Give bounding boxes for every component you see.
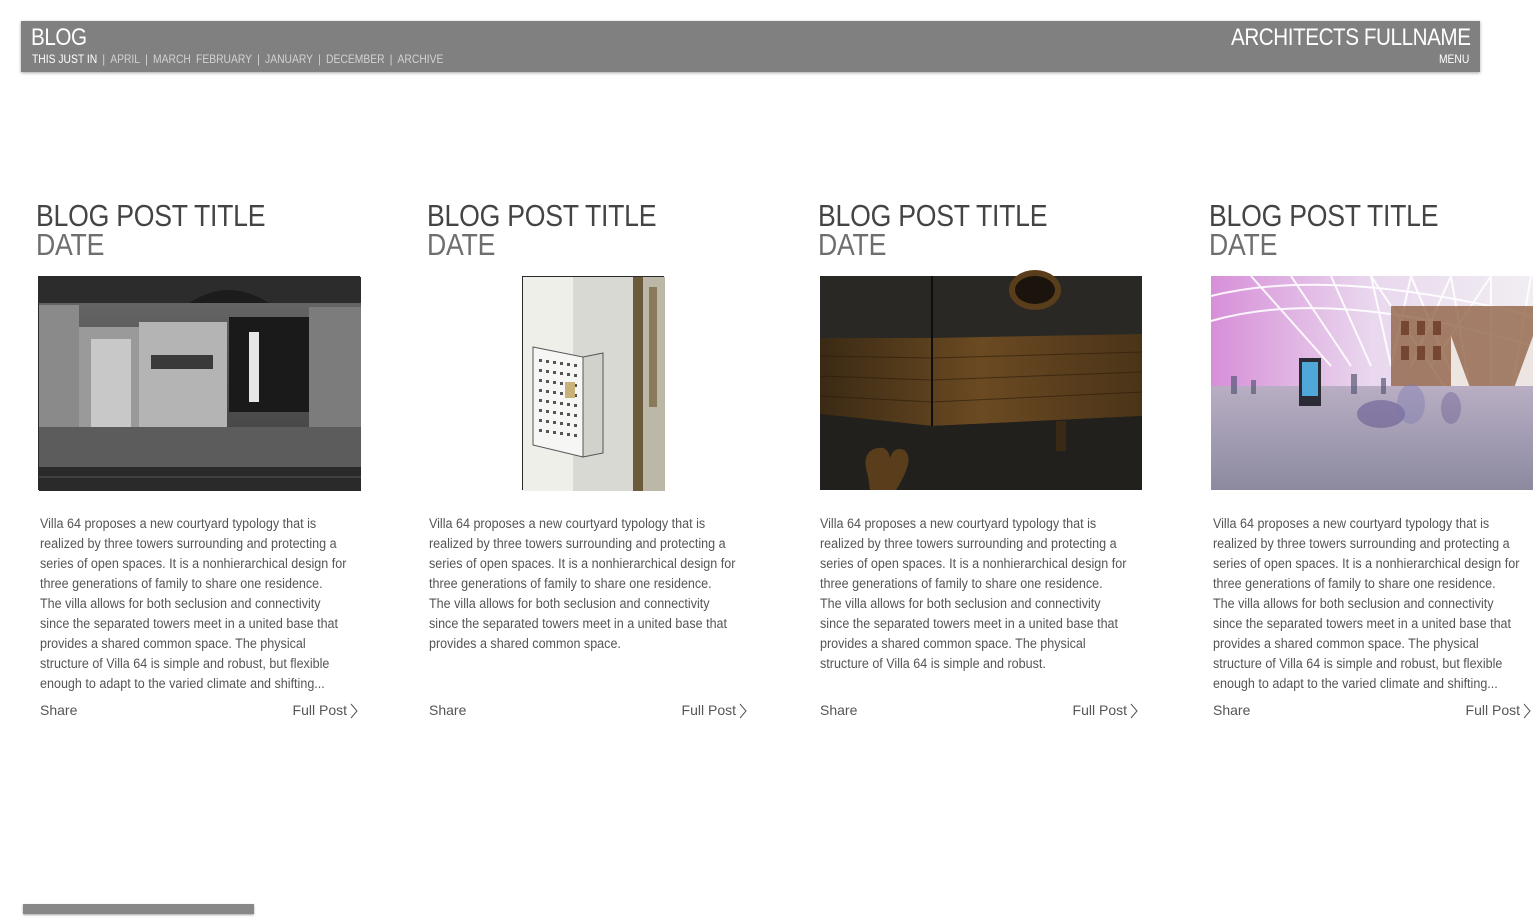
wood-cabinet-photo xyxy=(820,276,1142,490)
post-date: DATE xyxy=(36,227,105,262)
olivetti-showroom-photo xyxy=(39,277,361,491)
nav-december[interactable]: DECEMBER xyxy=(326,52,385,66)
post-title[interactable]: BLOG POST TITLE xyxy=(1209,198,1439,233)
nav-separator: | xyxy=(257,52,260,66)
post-date: DATE xyxy=(1209,227,1278,262)
architect-name[interactable]: ARCHITECTS FULLNAME xyxy=(1231,24,1471,51)
full-post-label: Full Post xyxy=(292,702,347,718)
post-date: DATE xyxy=(427,227,496,262)
menu-button[interactable]: MENU xyxy=(1438,52,1469,66)
nav-separator: | xyxy=(318,52,321,66)
chevron-right-icon xyxy=(1130,703,1138,719)
full-post-link[interactable] xyxy=(1073,702,1138,719)
blog-post xyxy=(427,198,757,718)
full-post-label: Full Post xyxy=(1072,702,1127,718)
nav-separator: | xyxy=(145,52,148,66)
post-title[interactable]: BLOG POST TITLE xyxy=(818,198,1048,233)
full-post-link[interactable] xyxy=(293,702,358,719)
full-post-link[interactable] xyxy=(682,702,747,719)
full-post-link[interactable] xyxy=(1466,702,1531,719)
nav-january[interactable]: JANUARY xyxy=(265,52,314,66)
post-image-perforated-panel[interactable] xyxy=(522,276,664,490)
station-concourse-photo xyxy=(1211,276,1533,490)
blog-post xyxy=(818,198,1148,718)
nav-march[interactable]: MARCH xyxy=(153,52,191,66)
share-link[interactable]: Share xyxy=(429,702,467,718)
post-excerpt: Villa 64 proposes a new courtyard typology that is realized by three towers surrounding and protecting a series of open spaces. It is a nonhierarchical design for three generations of family to share one residence. The villa allows for both seclusion and connectivity since the separated towers meet in a united base that provides a shared common space. The physical structure of Villa 64 is simple and robust, but flexible enough to adapt to the varied climate and shifting... xyxy=(40,516,347,691)
full-post-label: Full Post xyxy=(1465,702,1520,718)
post-excerpt: Villa 64 proposes a new courtyard typology that is realized by three towers surrounding and protecting a series of open spaces. It is a nonhierarchical design for three generations of family to share one residence. The villa allows for both seclusion and connectivity since the separated towers meet in a united base that provides a shared common space. xyxy=(429,516,736,651)
chevron-right-icon xyxy=(350,703,358,719)
horizontal-scrollbar-thumb[interactable] xyxy=(23,904,254,914)
share-link[interactable]: Share xyxy=(40,702,78,718)
nav-separator: | xyxy=(102,52,106,66)
post-excerpt: Villa 64 proposes a new courtyard typology that is realized by three towers surrounding and protecting a series of open spaces. It is a nonhierarchical design for three generations of family to share one residence. The villa allows for both seclusion and connectivity since the separated towers meet in a united base that provides a shared common space. The physical structure of Villa 64 is simple and robust. xyxy=(820,516,1127,671)
nav-separator: | xyxy=(389,52,393,66)
chevron-right-icon xyxy=(739,703,747,719)
share-link[interactable]: Share xyxy=(820,702,858,718)
post-image-station-concourse[interactable] xyxy=(1211,276,1533,490)
post-image-wood-cabinet[interactable] xyxy=(820,276,1142,490)
post-title[interactable]: BLOG POST TITLE xyxy=(427,198,657,233)
nav-this-just-in[interactable]: THIS JUST IN xyxy=(32,52,98,66)
full-post-label: Full Post xyxy=(681,702,736,718)
post-excerpt: Villa 64 proposes a new courtyard typology that is realized by three towers surrounding and protecting a series of open spaces. It is a nonhierarchical design for three generations of family to share one residence. The villa allows for both seclusion and connectivity since the separated towers meet in a united base that provides a shared common space. The physical structure of Villa 64 is simple and robust, but flexible enough to adapt to the varied climate and shifting... xyxy=(1213,516,1520,691)
blog-title[interactable]: BLOG xyxy=(31,24,87,51)
header-bar xyxy=(21,21,1480,72)
post-date: DATE xyxy=(818,227,887,262)
archive-nav xyxy=(32,52,443,66)
blog-post xyxy=(1209,198,1520,760)
share-link[interactable]: Share xyxy=(1213,702,1251,718)
nav-april[interactable]: APRIL xyxy=(110,52,141,66)
perforated-panel-photo xyxy=(523,277,665,491)
post-title[interactable]: BLOG POST TITLE xyxy=(36,198,266,233)
nav-archive[interactable]: ARCHIVE xyxy=(397,52,444,66)
blog-post xyxy=(36,198,366,718)
chevron-right-icon xyxy=(1523,703,1531,719)
post-image-olivetti-showroom[interactable] xyxy=(38,276,360,490)
nav-february[interactable]: FEBRUARY xyxy=(196,52,253,66)
